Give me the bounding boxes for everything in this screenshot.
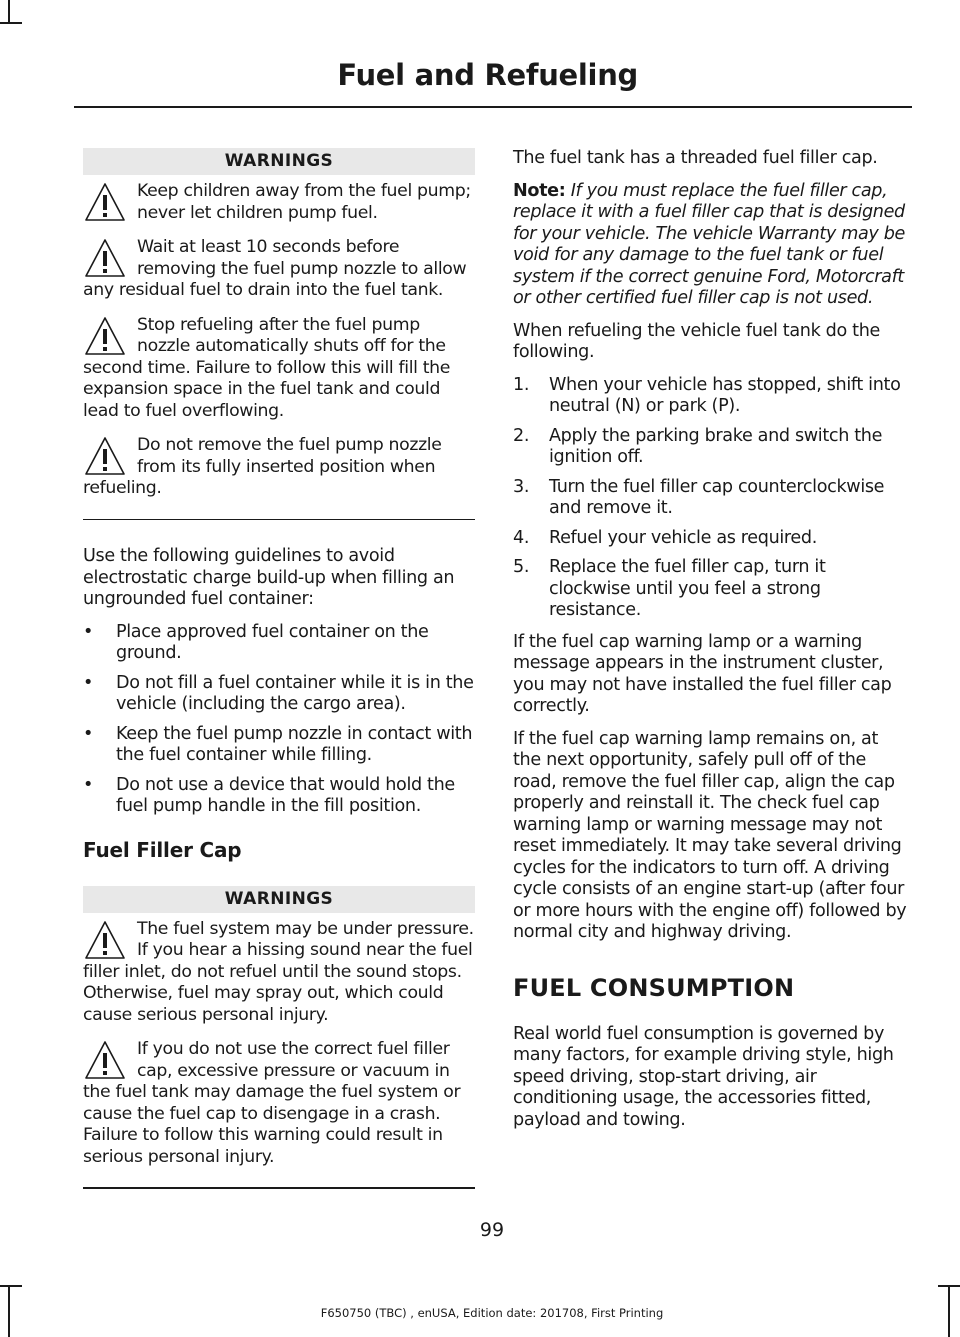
bullet-marker: • [83,672,94,693]
step-text: Refuel your vehicle as required. [549,527,817,548]
note-paragraph [513,181,907,310]
list-item [513,528,907,550]
note-label: Note: [513,180,566,201]
list-item [513,426,907,469]
warnings-bottom-rule [83,1187,475,1189]
list-item [83,775,475,818]
warning-triangle-icon [83,435,127,478]
warnings-heading: WARNINGS [83,886,475,913]
list-item [83,724,475,767]
paragraph: If the fuel cap warning lamp or a warning message appears in the instrument cluster, you may not have installed the fuel filler cap correctly. [513,631,892,716]
step-number: 5. [513,557,530,577]
warning-text: If you do not use the correct fuel filler cap, excessive pressure or vacuum in the fuel tank may damage the fuel system or cause the fuel cap to disengage in a crash. Failure to follow this warning could result in serious personal injury. [83,1039,461,1167]
header-rule [74,106,912,108]
warning-item [83,315,475,423]
section-heading: Fuel Filler Cap [83,837,242,862]
paragraph: Real world fuel consumption is governed by many factors, for example driving style, high speed driving, stop-start driving, air conditioning usage, the accessories fitted, payload and towing. [513,1023,894,1130]
warning-triangle-icon [83,315,127,358]
warning-item [83,1039,475,1168]
list-item-text: Place approved fuel container on the ground. [116,621,429,663]
step-number: 2. [513,425,530,446]
warning-triangle-icon [83,1039,127,1082]
step-text: Replace the fuel filler cap, turn it clockwise until you feel a strong resistance. [549,557,826,620]
warning-item [83,919,475,1027]
warnings-bottom-rule [83,519,475,521]
warning-text: Stop refueling after the fuel pump nozzle automatically shuts off for the second time. Failure to follow this will fill the expansion space in the fuel tank and could lead to fuel overflowing. [83,314,451,421]
crop-mark [0,1285,22,1287]
note-text: If you must replace the fuel filler cap, replace it with a fuel filler cap that is designed for your vehicle. The vehicle Warranty may be void for any damage to the fuel tank or fuel system if the correct genuine Ford, Motorcraft or other certified fuel filler cap is not used. [513,180,906,308]
step-number: 3. [513,476,530,497]
page-title: Fuel and Refueling [337,58,638,92]
warning-triangle-icon [83,237,127,280]
crop-mark [938,1285,960,1287]
intro-paragraph: Use the following guidelines to avoid electrostatic charge build-up when filling an ungrounded fuel container: [83,546,455,609]
list-item [513,375,907,418]
crop-mark [8,0,10,22]
warnings-heading: WARNINGS [83,148,475,175]
warning-triangle-icon [83,919,127,962]
paragraph: If the fuel cap warning lamp remains on, at the next opportunity, safely pull off of the road, remove the fuel filler cap, align the cap properly and reinstall it. The check fuel cap warning lamp or warning message may not reset immediately. It may take several driving cycles for the indicators to turn off. A driving cycle consists of an engine start-up (after four or more hours with the engine off) followed by normal city and highway driving. [513,728,907,942]
list-item [83,622,475,665]
left-column [80,148,475,1189]
warning-text: Do not remove the fuel pump nozzle from its fully inserted position when refueling. [83,435,442,498]
warnings-box [80,148,475,520]
step-text: Apply the parking brake and switch the ignition off. [549,425,883,467]
step-number: 1. [513,374,530,395]
warning-text: Keep children away from the fuel pump; never let children pump fuel. [137,181,471,223]
list-item [513,477,907,520]
page-number: 99 [479,1219,505,1241]
list-item-text: Do not use a device that would hold the fuel pump handle in the fill position. [116,774,455,816]
paragraph: The fuel tank has a threaded fuel filler cap. [513,148,878,168]
warning-item [83,237,475,302]
list-item [83,673,475,716]
footer-text: F650750 (TBC) , enUSA, Edition date: 201708, First Printing [320,1306,664,1320]
list-item-text: Keep the fuel pump nozzle in contact with the fuel container while filling. [116,723,473,765]
step-text: Turn the fuel filler cap counterclockwise and remove it. [549,476,885,518]
bullet-marker: • [83,723,94,744]
step-text: When your vehicle has stopped, shift into neutral (N) or park (P). [549,374,901,416]
refuel-steps [513,375,907,622]
list-item-text: Do not fill a fuel container while it is in the vehicle (including the cargo area). [116,672,474,714]
warning-text: Wait at least 10 seconds before removing the fuel pump nozzle to allow any residual fuel to drain into the fuel tank. [83,237,467,300]
warning-text: The fuel system may be under pressure. If you hear a hissing sound near the fuel filler inlet, do not refuel until the sound stops. Otherwise, fuel may spray out, which could cause serious personal injury. [83,918,474,1025]
step-number: 4. [513,527,530,548]
warnings-box [80,886,475,1189]
paragraph: When refueling the vehicle fuel tank do the following. [513,320,880,362]
section-heading: FUEL CONSUMPTION [513,973,795,1002]
warning-triangle-icon [83,181,127,224]
bullet-marker: • [83,774,94,795]
bullet-marker: • [83,621,94,642]
crop-mark [0,22,22,24]
warning-item [83,181,475,224]
right-column [513,148,907,1142]
guideline-list [83,622,475,818]
list-item [513,557,907,622]
warning-item [83,435,475,500]
